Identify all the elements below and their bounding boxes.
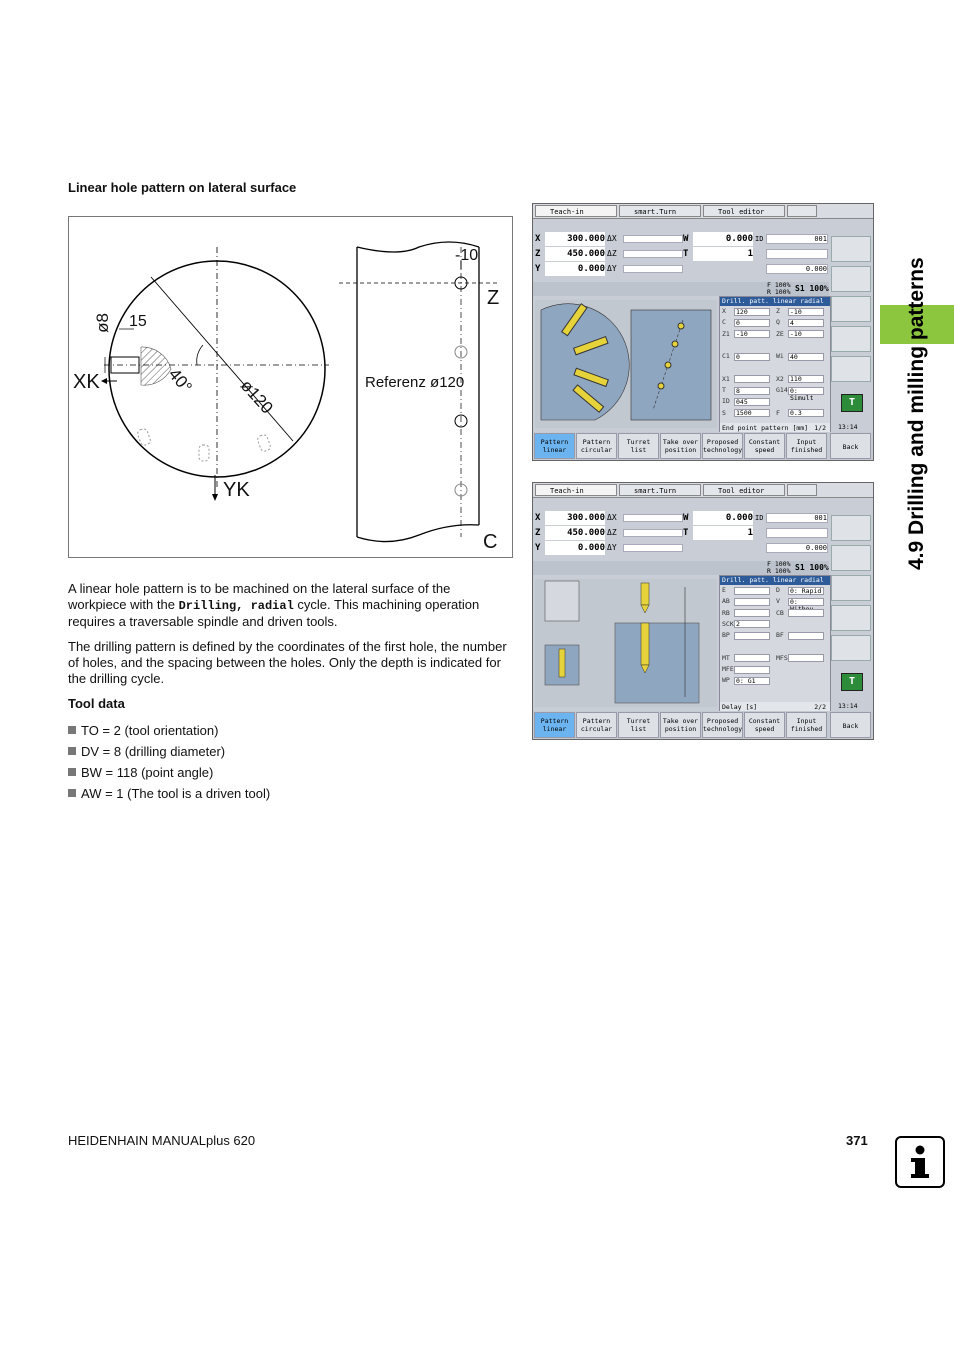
vertical-softkey[interactable] [831, 236, 871, 262]
footer-product: HEIDENHAIN MANUALplus 620 [68, 1133, 256, 1148]
softkey-proposed-technology[interactable]: Proposed technology [702, 712, 743, 738]
softkey-constant-speed[interactable]: Constant speed [744, 712, 785, 738]
cycle-dialog: Drill. patt. linear radial E D 0: Rapid AB V 0: RB CB SCK 2 BP BF MT MFS MFE WP 0: G1 Delay [s] 2/2 [719, 575, 831, 713]
field-f[interactable]: 0.3 [788, 409, 824, 417]
softkey-pattern-circular[interactable]: Pattern circular [576, 433, 617, 459]
vertical-softkey[interactable] [831, 515, 871, 541]
dialog-title: Drill. patt. linear radial [720, 297, 830, 306]
vertical-softkey[interactable] [831, 575, 871, 601]
field-g14[interactable]: 0: Simult [788, 387, 824, 395]
softkey-constant-speed[interactable]: Constant speed [744, 433, 785, 459]
field-mfe[interactable] [734, 666, 770, 674]
list-item: DV = 8 (drilling diameter) [68, 741, 270, 762]
list-item: BW = 118 (point angle) [68, 762, 270, 783]
softkey-pattern-circular[interactable]: Pattern circular [576, 712, 617, 738]
tab-teach-in[interactable]: Teach-in [535, 205, 617, 217]
field-q[interactable]: 4 [788, 319, 824, 327]
status-bar: F 100% R 100% S1 100% [533, 282, 829, 296]
clock: 13:14 [838, 423, 858, 431]
field-rb[interactable] [734, 609, 770, 617]
field-d[interactable]: 0: Rapid [788, 587, 824, 595]
field-cb[interactable] [788, 609, 824, 617]
field-z[interactable]: -10 [788, 308, 824, 316]
softkey-turret-list[interactable]: Turret list [618, 712, 659, 738]
field-z1[interactable]: -10 [734, 330, 770, 338]
pattern-graphic [535, 300, 717, 428]
softkey-take-over-position[interactable]: Take over position [660, 433, 701, 459]
section-heading: Linear hole pattern on lateral surface [68, 180, 297, 195]
dim-diameter-120: ø120 [236, 375, 277, 418]
dim-minus10: -10 [455, 247, 479, 264]
axis-xk-label: XK [73, 371, 100, 393]
position-row-z: Z 450.000 ΔZ T 1 [533, 526, 829, 540]
field-ab[interactable] [734, 598, 770, 606]
softkey-proposed-technology[interactable]: Proposed technology [702, 433, 743, 459]
position-row-y: Y 0.000 ΔY 0.000 [535, 264, 827, 274]
vertical-softkey[interactable] [831, 356, 871, 382]
dialog-footer: End point pattern [mm] 1/2 [720, 423, 830, 433]
tool-table-icon[interactable]: T [841, 394, 863, 412]
angle-40-label: 40° [164, 364, 196, 397]
softkey-turret-list[interactable]: Turret list [618, 433, 659, 459]
tool-table-icon[interactable]: T [841, 673, 863, 691]
vertical-softkey[interactable] [831, 326, 871, 352]
field-s[interactable]: 1500 [734, 409, 770, 417]
dim-diameter-8: ø8 [92, 313, 112, 333]
cycle-dialog: Drill. patt. linear radial X 120 Z -10 C 0 Q 4 Z1 -10 ZE -10 C1 0 Wi 40 X1 X2 110 T 8 G14 0: Simult ID 045 S 1500 F 0.3 End point pattern [mm] 1/2 [719, 296, 831, 434]
paragraph-pattern: The drilling pattern is defined by the coordinates of the first hole, the number of holes, and the spacing between the holes. Only the depth is indicated for the drilling cycle. [68, 639, 507, 686]
field-v[interactable]: 0: [788, 598, 824, 606]
field-wi[interactable]: 40 [788, 353, 824, 361]
dialog-title: Drill. patt. linear radial [720, 576, 830, 585]
page-number: 371 [846, 1133, 868, 1148]
chapter-side-title [893, 100, 933, 720]
paragraph-intro: A linear hole pattern is to be machined on the lateral surface of the workpiece with the Drilling, radial cycle. This machining operation requires a traversable spindle and driven tools. [68, 581, 480, 629]
field-t[interactable]: 8 [734, 387, 770, 395]
save-icon[interactable] [787, 484, 817, 496]
tab-tool-editor[interactable]: Tool editor [703, 484, 785, 496]
tab-teach-in[interactable]: Teach-in [535, 484, 617, 496]
save-icon[interactable] [787, 205, 817, 217]
field-c1[interactable]: 0 [734, 353, 770, 361]
reference-label: Referenz ø120 [365, 374, 465, 391]
softkey-pattern-linear[interactable]: Pattern linear [534, 433, 575, 459]
status-bar: F 100% R 100% S1 100% [533, 561, 829, 575]
tab-tool-editor[interactable]: Tool editor [703, 205, 785, 217]
dialog-footer: Delay [s] 2/2 [720, 702, 830, 712]
tool-data-list [68, 720, 270, 804]
field-id[interactable]: 045 [734, 398, 770, 406]
softkey-back[interactable]: Back [830, 712, 871, 738]
position-row-x: X 300.000 ΔX W 0.000 ID 001 [535, 234, 827, 244]
vertical-softkey[interactable] [831, 545, 871, 571]
clock: 13:14 [838, 702, 858, 710]
field-wp[interactable]: 0: G1 [734, 677, 770, 685]
info-icon [895, 1136, 945, 1188]
list-item: AW = 1 (The tool is a driven tool) [68, 783, 270, 804]
axis-c-label: C [483, 531, 498, 553]
field-ze[interactable]: -10 [788, 330, 824, 338]
dim-15: 15 [129, 313, 147, 330]
cnc-screen-2 [532, 482, 874, 740]
field-e[interactable] [734, 587, 770, 595]
axis-z-label: Z [487, 287, 500, 309]
softkey-bar [533, 711, 873, 739]
position-row-x: X 300.000 ΔX W 0.000 ID 001 [535, 513, 827, 523]
field-x[interactable]: 120 [734, 308, 770, 316]
vertical-softkey[interactable] [831, 635, 871, 661]
vertical-softkey[interactable] [831, 266, 871, 292]
tab-smart-turn[interactable]: smart.Turn [619, 205, 701, 217]
cnc-screen-1 [532, 203, 874, 461]
position-row-z: Z 450.000 ΔZ T 1 [533, 247, 829, 261]
field-mt[interactable] [734, 654, 770, 662]
drilling-help-graphic [535, 579, 717, 707]
axis-yk-label: YK [223, 479, 250, 501]
position-row-y: Y 0.000 ΔY 0.000 [535, 543, 827, 553]
field-sck[interactable]: 2 [734, 620, 770, 628]
field-c[interactable]: 0 [734, 319, 770, 327]
softkey-back[interactable]: Back [830, 433, 871, 459]
tab-smart-turn[interactable]: smart.Turn [619, 484, 701, 496]
side-title-text: 4.9 Drilling and milling patterns [905, 257, 928, 570]
field-bf[interactable] [788, 632, 824, 640]
tool-data-heading: Tool data [68, 696, 125, 711]
vertical-softkey[interactable] [831, 605, 871, 631]
softkey-bar [533, 432, 873, 460]
softkey-take-over-position[interactable]: Take over position [660, 712, 701, 738]
softkey-pattern-linear[interactable]: Pattern linear [534, 712, 575, 738]
field-x1[interactable] [734, 375, 770, 383]
cycle-name: Drilling, radial [178, 599, 294, 613]
field-x2[interactable]: 110 [788, 375, 824, 383]
list-item: TO = 2 (tool orientation) [68, 720, 270, 741]
field-bp[interactable] [734, 632, 770, 640]
softkey-input-finished[interactable]: Input finished [786, 712, 827, 738]
softkey-input-finished[interactable]: Input finished [786, 433, 827, 459]
field-mfs[interactable] [788, 654, 824, 662]
vertical-softkey[interactable] [831, 296, 871, 322]
technical-drawing [68, 216, 513, 558]
